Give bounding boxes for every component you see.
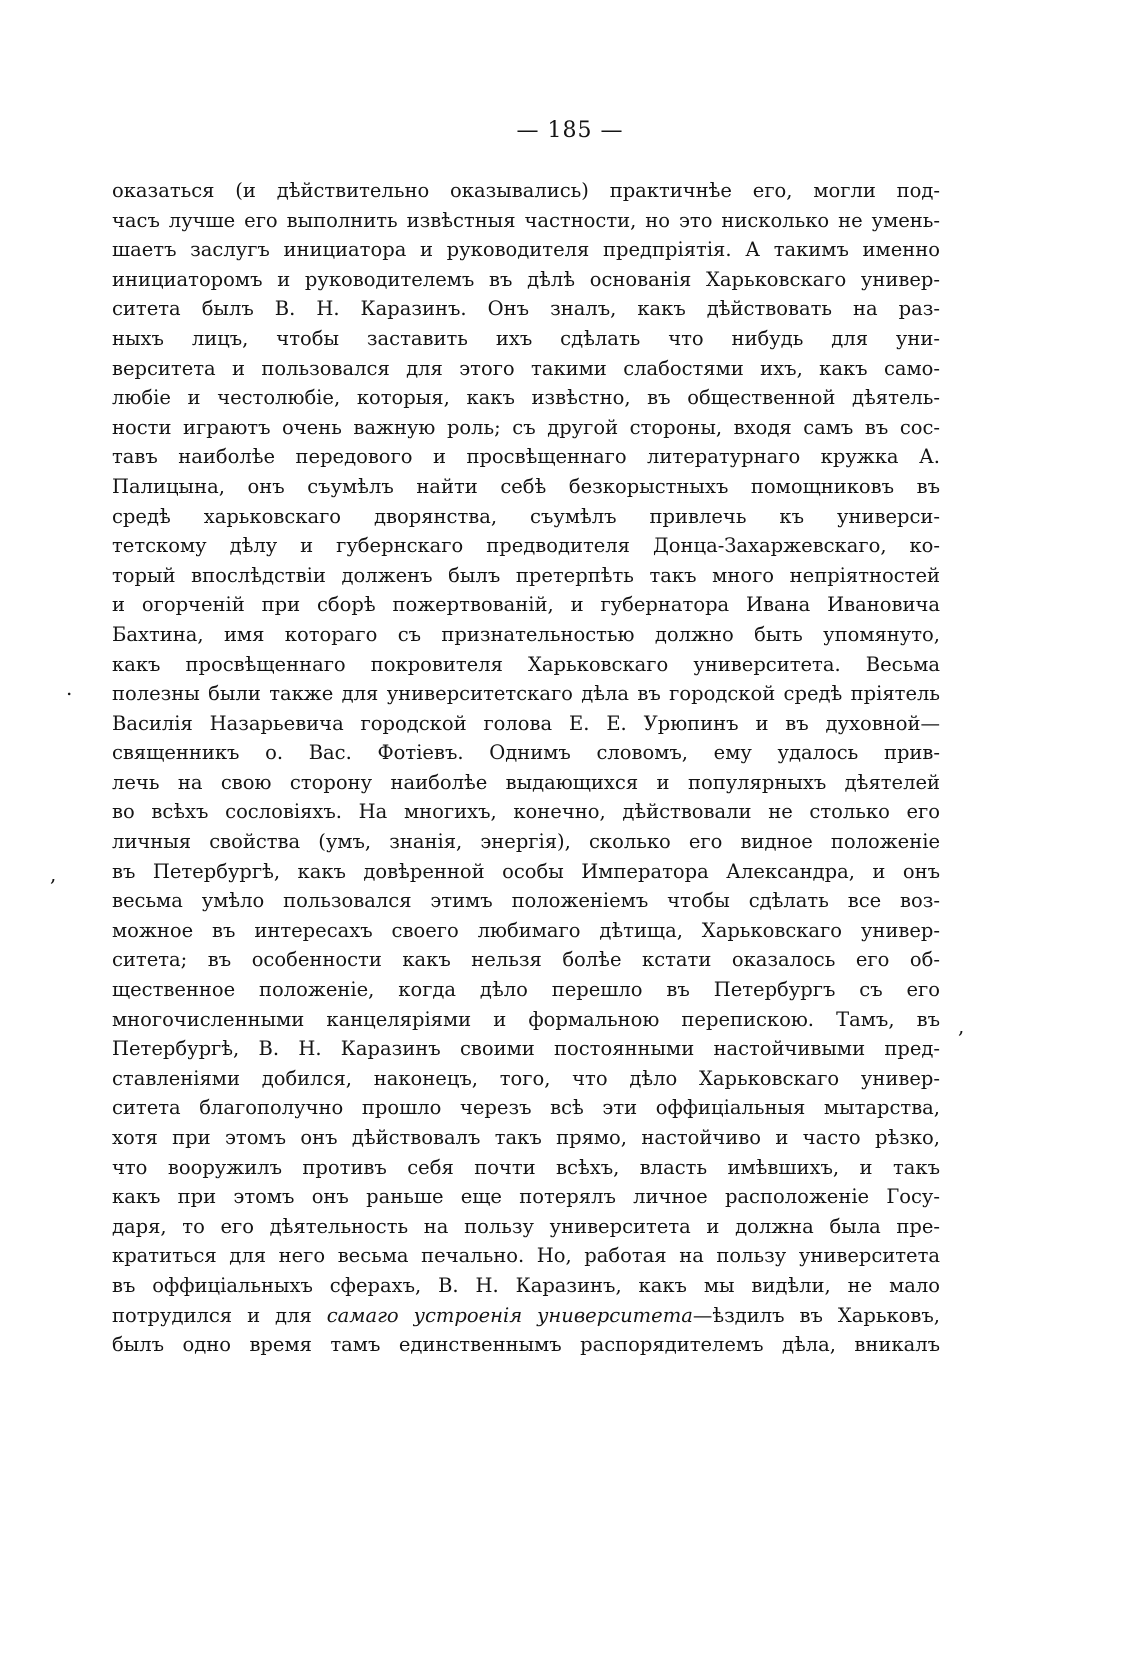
- text-line: ситета былъ В. Н. Каразинъ. Онъ зналъ, какъ дѣйствовать на раз-: [112, 297, 940, 321]
- margin-comma-mark-right: ,: [958, 1014, 965, 1038]
- text-line: тетскому дѣлу и губернскаго предводителя Донца-Захаржевскаго, ко-: [112, 534, 940, 558]
- text-line: въ оффиціальныхъ сферахъ, В. Н. Каразинъ, какъ мы видѣли, не мало: [112, 1273, 940, 1297]
- text-line: полезны были также для университетскаго дѣла въ городской средѣ пріятель: [112, 682, 940, 706]
- text-line: какъ просвѣщеннаго покровителя Харьковскаго университета. Весьма: [112, 652, 940, 676]
- text-line: инициаторомъ и руководителемъ въ дѣлѣ основанія Харьковскаго универ-: [112, 267, 940, 291]
- text-line: Бахтина, имя котораго съ признательностью должно быть упомянуто,: [112, 622, 940, 646]
- text-line: и огорченій при сборѣ пожертвованій, и губернатора Ивана Ивановича: [112, 593, 940, 617]
- text-line: весьма умѣло пользовался этимъ положеніемъ чтобы сдѣлать все воз-: [112, 889, 940, 913]
- text-line: во всѣхъ сословіяхъ. На многихъ, конечно, дѣйствовали не столько его: [112, 800, 940, 824]
- text-line: часъ лучше его выполнить извѣстныя частности, но это нисколько не умень-: [112, 208, 940, 232]
- text-line: можное въ интересахъ своего любимаго дѣтища, Харьковскаго универ-: [112, 918, 940, 942]
- margin-dot-mark: .: [66, 676, 73, 700]
- text-line: торый впослѣдствіи долженъ былъ претерпѣть такъ много непріятностей: [112, 563, 940, 587]
- italic-emphasis: самаго устроенія университета: [326, 1303, 693, 1327]
- text-line: какъ при этомъ онъ раньше еще потерялъ личное расположеніе Госу-: [112, 1185, 940, 1209]
- text-line: многочисленными канцеляріями и формальною перепискою. Тамъ, въ: [112, 1007, 940, 1031]
- body-text: [112, 176, 940, 1360]
- text-line: шаетъ заслугъ инициатора и руководителя предпріятія. А такимъ именно: [112, 238, 940, 262]
- text-line: даря, то его дѣятельность на пользу университета и должна была пре-: [112, 1214, 940, 1238]
- text-line-with-emphasis: [112, 1301, 940, 1331]
- text-line: въ Петербургѣ, какъ довѣренной особы Императора Александра, и онъ: [112, 859, 940, 883]
- page-number: — 185 —: [516, 118, 624, 143]
- text-line: ставленіями добился, наконецъ, того, что дѣло Харьковскаго универ-: [112, 1066, 940, 1090]
- text-line: верситета и пользовался для этого такими слабостями ихъ, какъ само-: [112, 356, 940, 380]
- text-line: ситета; въ особенности какъ нельзя болѣе кстати оказалось его об-: [112, 948, 940, 972]
- text-line: священникъ о. Вас. Фотіевъ. Однимъ словомъ, ему удалось прив-: [112, 741, 940, 765]
- text-line: былъ одно время тамъ единственнымъ распорядителемъ дѣла, вникалъ: [112, 1333, 940, 1357]
- text-segment: потрудился и для: [112, 1303, 327, 1327]
- text-line: кратиться для него весьма печально. Но, работая на пользу университета: [112, 1244, 940, 1268]
- text-line: лечь на свою сторону наиболѣе выдающихся и популярныхъ дѣятелей: [112, 770, 940, 794]
- text-line: тавъ наиболѣе передового и просвѣщеннаго литературнаго кружка А.: [112, 445, 940, 469]
- text-line: ситета благополучно прошло черезъ всѣ эти оффиціальныя мытарства,: [112, 1096, 940, 1120]
- text-line: ныхъ лицъ, чтобы заставить ихъ сдѣлать что нибудь для уни-: [112, 326, 940, 350]
- text-line: средѣ харьковскаго дворянства, съумѣлъ привлечь къ универси-: [112, 504, 940, 528]
- text-line: Василія Назарьевича городской голова Е. Е. Урюпинъ и въ духовной—: [112, 711, 940, 735]
- text-line: хотя при этомъ онъ дѣйствовалъ такъ прямо, настойчиво и часто рѣзко,: [112, 1126, 940, 1149]
- text-line: ности играютъ очень важную роль; съ другой стороны, входя самъ въ сос-: [112, 415, 940, 439]
- text-line: щественное положеніе, когда дѣло перешло въ Петербургъ съ его: [112, 978, 940, 1002]
- text-line: любіе и честолюбіе, которыя, какъ извѣстно, въ общественной дѣятель-: [112, 386, 940, 410]
- text-line: оказаться (и дѣйствительно оказывались) практичнѣе его, могли под-: [112, 179, 940, 202]
- text-line: Палицына, онъ съумѣлъ найти себѣ безкорыстныхъ помощниковъ въ: [112, 474, 940, 498]
- text-line: что вооружилъ противъ себя почти всѣхъ, власть имѣвшихъ, и такъ: [112, 1155, 940, 1179]
- text-line: Петербургѣ, В. Н. Каразинъ своими постоянными настойчивыми пред-: [112, 1037, 940, 1061]
- text-segment: —ѣздилъ въ Харьковъ,: [692, 1303, 940, 1327]
- text-line: личныя свойства (умъ, знанія, энергія), сколько его видное положеніе: [112, 830, 940, 854]
- margin-comma-mark: ,: [50, 862, 57, 886]
